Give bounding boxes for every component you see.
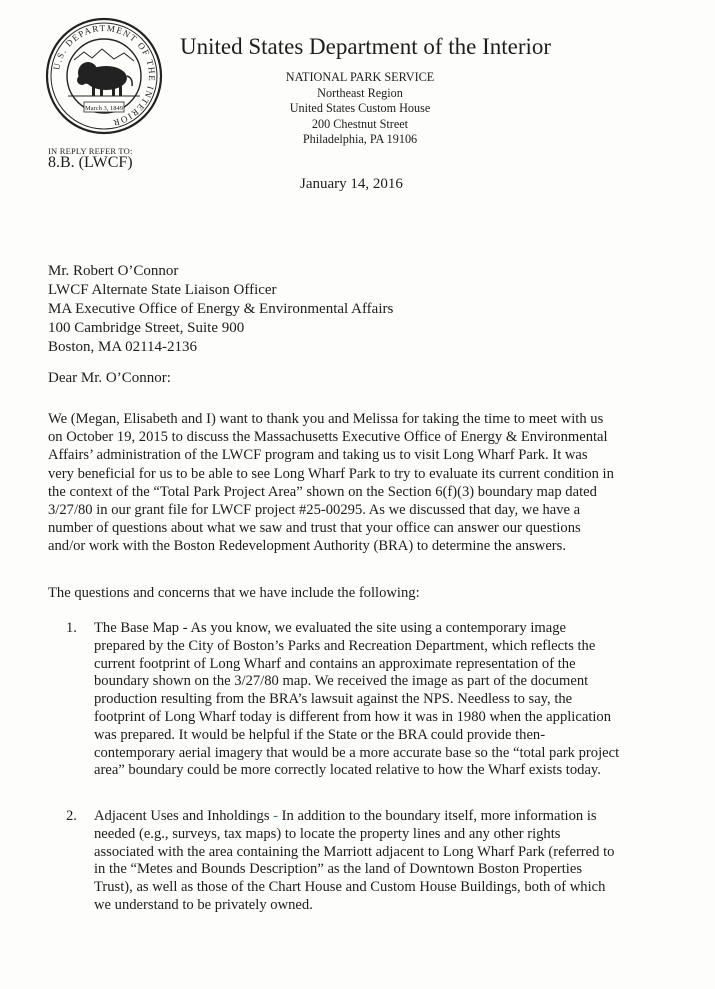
list-separator: -	[269, 808, 282, 824]
paragraph-line: and/or work with the Boston Redevelopment Authority (BRA) to determine the answers.	[48, 538, 566, 555]
recipient-line: LWCF Alternate State Liaison Officer	[48, 282, 277, 298]
svg-text:March 3, 1849: March 3, 1849	[84, 105, 124, 112]
list-heading: The Base Map	[94, 620, 180, 636]
recipient-address	[48, 262, 393, 357]
paragraph-line: number of questions about what we saw and trust that your office can answer our questions	[48, 520, 581, 537]
reply-refer-code: 8.B. (LWCF)	[48, 154, 133, 171]
paragraph-line: 3/27/80 in our grant file for LWCF project #25-00295. As we discussed that day, we have a	[48, 502, 581, 519]
paragraph-line: the context of the “Total Park Project Area” shown on the Section 6(f)(3) boundary map dated	[48, 483, 597, 500]
list-number: 2.	[66, 808, 77, 824]
recipient-line: 100 Cambridge Street, Suite 900	[48, 320, 245, 336]
list-separator: -	[179, 620, 191, 636]
paragraph-line: very beneficial for us to be able to see Long Wharf Park to try to evaluate its current condition in	[48, 465, 614, 482]
list-line: footprint of Long Wharf today is different from how it was in 1980 when the application	[94, 708, 612, 725]
list-line: production resulting from the BRA’s lawsuit against the NPS. Needless to say, the	[94, 691, 573, 708]
salutation: Dear Mr. O’Connor:	[48, 370, 171, 386]
list-line: prepared by the City of Boston’s Parks and Recreation Department, which reflects the	[94, 637, 596, 654]
list-line: associated with the area containing the Marriott adjacent to Long Wharf Park (referred to	[94, 843, 615, 860]
office-line: United States Custom House	[289, 101, 431, 116]
paragraph-line: We (Megan, Elisabeth and I) want to thank you and Melissa for taking the time to meet with us	[48, 411, 604, 427]
reply-refer-label: IN REPLY REFER TO:	[48, 146, 133, 156]
paragraph-line: Affairs’ administration of the LWCF program and taking us to visit Long Wharf Park. It was	[48, 447, 588, 464]
list-line: area” boundary could be more correctly located relative to how the Wharf exists today.	[94, 762, 601, 779]
doi-seal-icon	[44, 16, 164, 136]
recipient-line: Mr. Robert O’Connor	[48, 263, 179, 279]
list-body	[94, 808, 614, 915]
list-line: needed (e.g., surveys, tax maps) to locate the property lines and any other rights	[94, 825, 561, 842]
list-line: contemporary aerial imagery that would be a more accurate base so the “total park project	[94, 744, 620, 761]
list-body	[94, 620, 619, 780]
paragraph-questions-intro: The questions and concerns that we have include the following:	[48, 585, 420, 601]
list-line: boundary shown on the 3/27/80 map. We received the image as part of the document	[94, 673, 589, 690]
paragraph-line: on October 19, 2015 to discuss the Massachusetts Executive Office of Energy & Environmental	[48, 429, 608, 446]
office-address-block	[276, 70, 444, 148]
svg-text:U.S. DEPARTMENT OF THE INTERIO: U.S. DEPARTMENT OF THE INTERIOR	[51, 22, 158, 129]
recipient-line: Boston, MA 02114-2136	[48, 339, 198, 355]
office-line: 200 Chestnut Street	[311, 116, 409, 131]
list-number: 1.	[66, 620, 77, 636]
office-line: Northeast Region	[317, 85, 403, 100]
paragraph-intro	[48, 410, 678, 556]
letter-date: January 14, 2016	[300, 176, 403, 192]
list-heading: Adjacent Uses and Inholdings	[94, 808, 270, 824]
list-line: was prepared. It would be helpful if the State or the BRA could provide then-	[94, 726, 546, 743]
office-line: NATIONAL PARK SERVICE	[285, 70, 435, 84]
department-title: United States Department of the Interior	[180, 34, 552, 59]
office-line: Philadelphia, PA 19106	[302, 132, 418, 147]
list-line: In addition to the boundary itself, more information is	[281, 808, 597, 824]
list-line: current footprint of Long Wharf and contains an approximate representation of the	[94, 655, 576, 672]
list-line: we understand to be privately owned.	[94, 896, 313, 913]
list-line: As you know, we evaluated the site using a contemporary image	[190, 620, 567, 636]
list-line: Trust), as well as those of the Chart House and Custom House Buildings, both of which	[94, 879, 606, 896]
list-line: in the “Metes and Bounds Description” as the land of Downtown Boston Properties	[94, 861, 582, 878]
recipient-line: MA Executive Office of Energy & Environmental Affairs	[48, 301, 394, 317]
